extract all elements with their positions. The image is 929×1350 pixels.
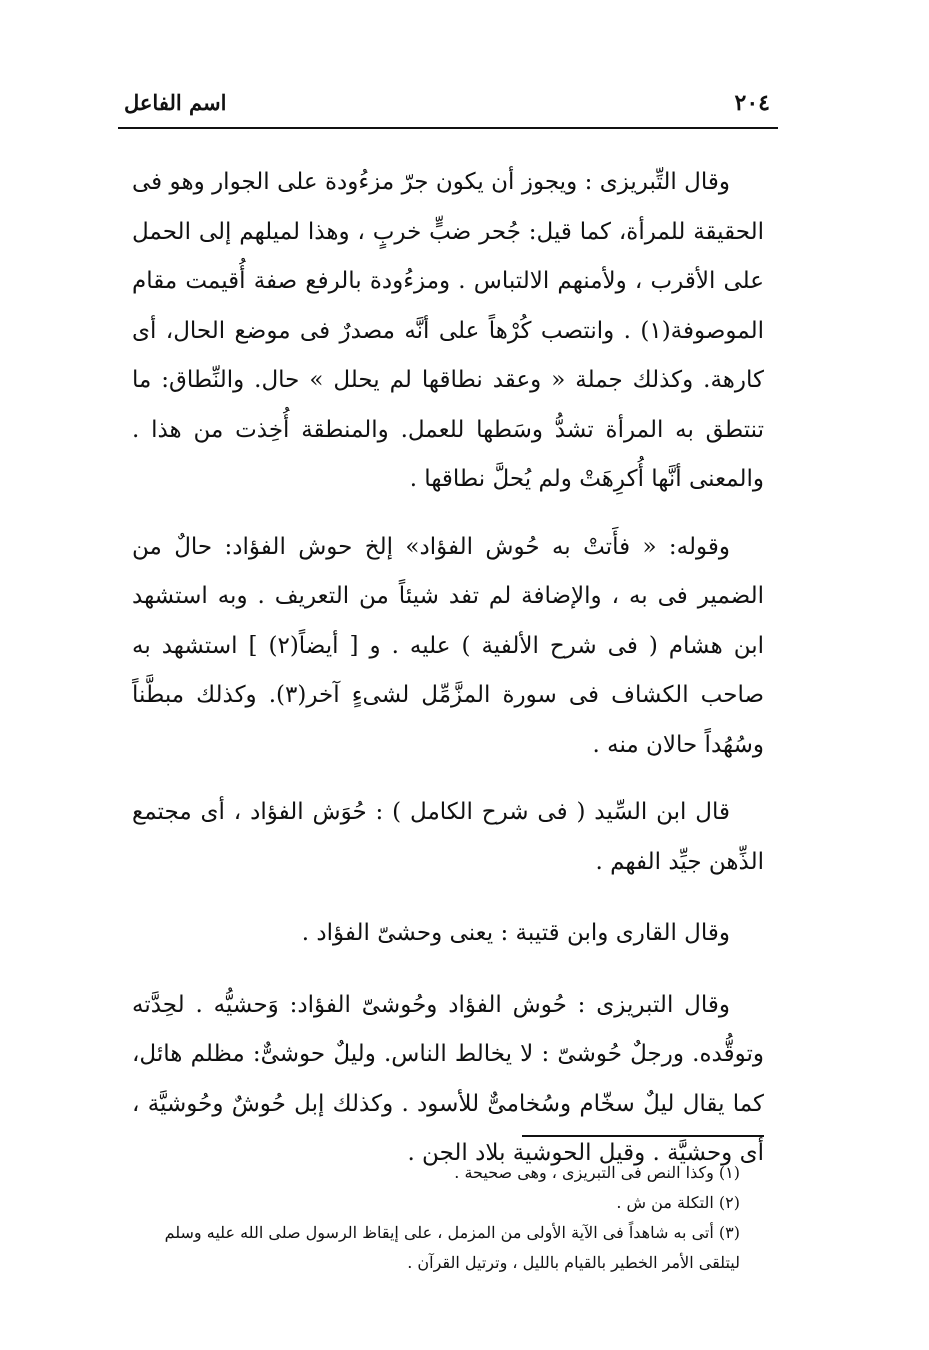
running-title: اسم الفاعل (124, 90, 227, 115)
page-number: ٢٠٤ (734, 90, 770, 116)
paragraph-tabrizi-on-maz-uda: وقال التِّبريزى : ويجوز أن يكون جرّ مزءُودة على الجوار وهو فى الحقيقة للمرأة، كما قيل: جُحر ضبٍّ خربٍ ، وهذا لميلهم إلى الحمل على الأقرب ، ولأمنهم الالتباس . ومزءُودة بالرفع صفة أُقيمت مقام الموصوفة(١) . وانتصب كُرْهاً على أنَّه مصدرٌ فى موضع الحال، أى كارهة. وكذلك جملة « وعقد نطاقها لم يحلل » حال. والنِّطاق: ما تنتطق به المرأة تشدُّ وسَطها للعمل. والمنطقة أُخِذت من هذا . والمعنى أنَّها أُكرِهَتْ ولم يُحلَّ نطاقها . (132, 169, 764, 492)
footnote-2: (٢) التكلة من ش . (616, 1193, 740, 1212)
paragraph-ibn-al-sid: قال ابن السِّيد ( فى شرح الكامل ) : حُوَش الفؤاد ، أى مجتمع الذِّهن جيِّد الفهم . (132, 799, 764, 875)
paragraph-hush-al-fuad: وقوله: « فأَتتْ به حُوش الفؤاد» إلخ حوش الفؤاد: حالٌ من الضمير فى به ، والإضافة لم تفد شيئاً من التعريف . وبه استشهد ابن هشام ( فى شرح الألفية ) عليه . و [ أيضاً(٢) ] استشهد به صاحب الكشاف فى سورة المزَّمِّل لشىءٍ آخر(٣). وكذلك مبطَّناً وسُهُداً حالان منه . (132, 533, 764, 758)
page-header (118, 86, 778, 126)
footnote-1: (١) وكذا النص فى التبريزى ، وهى صحيحة . (454, 1163, 740, 1182)
footnote-3: (٣) أتى به شاهداً فى الآية الأولى من المزمل ، على إيقاظ الرسول صلى الله عليه وسلم ليتلقى الأمر الخطير بالقيام بالليل ، وترتيل القرآن . (164, 1223, 740, 1272)
paragraph-qari-ibn-qutayba: وقال القارى وابن قتيبة : يعنى وحشىّ الفؤاد . (301, 920, 730, 946)
paragraph-tabrizi-hushi: وقال التبريزى : حُوش الفؤاد وحُوشىّ الفؤاد: وَحشيُّه . لحِدَّته وتوقُّده. ورجلٌ حُوشىّ : لا يخالط الناس. وليلٌ حوشىٌّ: مظلم هائل، كما يقال ليلٌ سخّام وسُخامىٌّ للأسود . وكذلك إبل حُوشٌ وحُوشيَّة ، أى وحشيَّة . وقيل الحوشية بلاد الجن . (132, 991, 764, 1166)
footnote-rule (522, 1135, 764, 1137)
body-text (132, 158, 764, 1179)
header-rule (118, 127, 778, 129)
footnotes (132, 1158, 772, 1278)
